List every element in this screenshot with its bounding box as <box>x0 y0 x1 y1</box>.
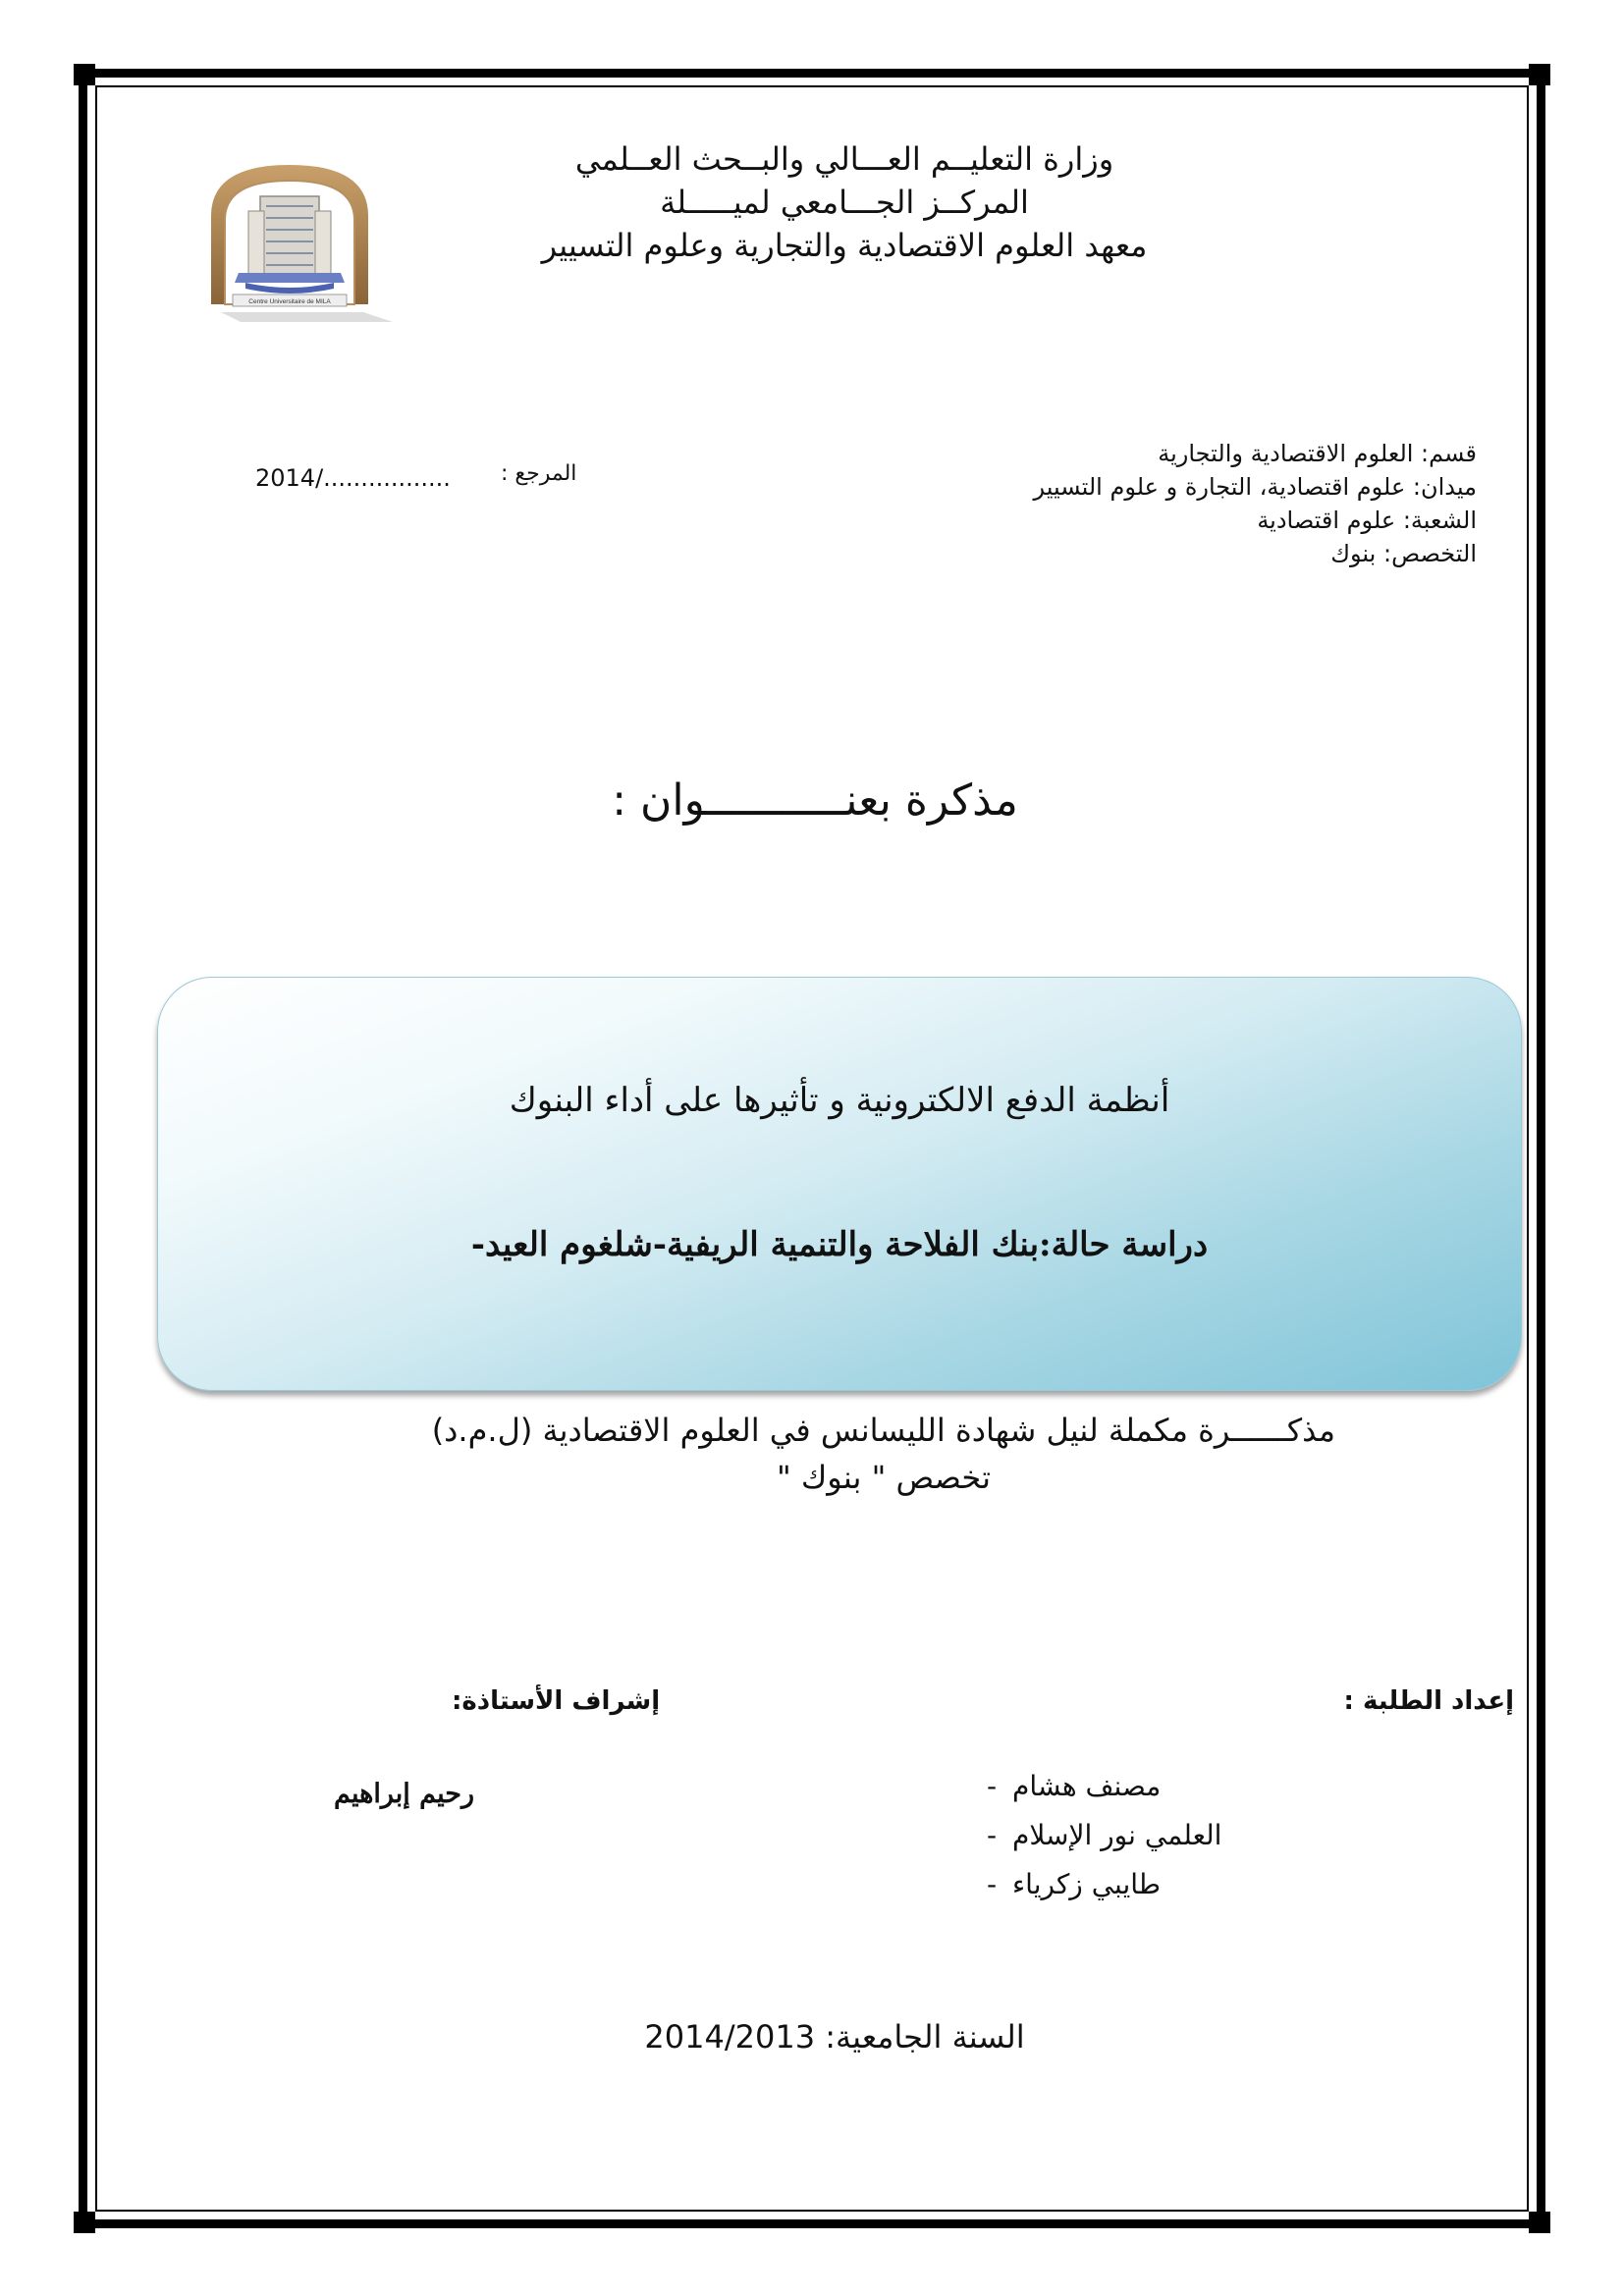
student-name: طايبي زكرياء <box>1012 1868 1162 1900</box>
corner-ornament <box>74 2212 95 2233</box>
university-line: المركــز الجـــامعي لميـــــلة <box>660 184 1029 221</box>
specialty-line: التخصص: بنوك <box>1330 540 1477 567</box>
list-item: - مصنف هشام <box>971 1762 1462 1811</box>
thesis-title: أنظمة الدفع الالكترونية و تأثيرها على أداء البنوك <box>509 1081 1170 1120</box>
academic-year <box>628 2018 1041 2056</box>
institute-line: معهد العلوم الاقتصادية والتجارية وعلوم التسيير <box>541 227 1148 264</box>
degree-line: مذكــــــرة مكملة لنيل شهادة الليسانس في العلوم الاقتصادية (ل.م.د) <box>431 1412 1335 1449</box>
department-info <box>789 437 1477 570</box>
department-line: قسم: العلوم الاقتصادية والتجارية <box>1158 440 1477 467</box>
list-item: - العلمي نور الإسلام <box>971 1811 1462 1860</box>
supervisor-name: رحيم إبراهيم <box>334 1779 475 1809</box>
university-building-logo <box>191 157 403 324</box>
field-line: ميدان: علوم اقتصادية، التجارة و علوم التسيير <box>1033 473 1477 501</box>
ministry-line: وزارة التعليــم العـــالي والبــحث العــلمي <box>574 140 1114 178</box>
corner-ornament <box>1529 2212 1550 2233</box>
student-name: العلمي نور الإسلام <box>1012 1819 1222 1851</box>
degree-statement <box>432 1407 1335 1501</box>
memo-title-heading: مذكرة بعنـــــــــــوان : <box>612 775 1018 826</box>
specialization-line: تخصص " بنوك " <box>777 1459 991 1496</box>
case-study-title: دراسة حالة:بنك الفلاحة والتنمية الريفية-شلغوم العيد- <box>470 1225 1209 1264</box>
academic-year-value: 2014/2013 <box>644 2018 816 2056</box>
university-logo-icon <box>191 157 403 324</box>
reference-label: المرجع : <box>501 461 577 486</box>
academic-year-label: السنة الجامعية: <box>825 2018 1025 2056</box>
supervisor-heading: إشراف الأستاذة: <box>452 1686 661 1716</box>
institution-header <box>530 137 1159 267</box>
branch-line: الشعبة: علوم اقتصادية <box>1257 507 1477 534</box>
students-heading: إعداد الطلبة : <box>1343 1686 1514 1716</box>
students-list <box>971 1762 1462 1909</box>
thesis-title-banner <box>157 977 1522 1391</box>
corner-ornament <box>74 64 95 85</box>
student-name: مصنف هشام <box>1012 1770 1162 1802</box>
list-item: - طايبي زكرياء <box>971 1860 1462 1909</box>
reference-value: 2014/................. <box>255 464 451 492</box>
logo-caption: Centre Universitaire de MILA <box>248 298 331 305</box>
corner-ornament <box>1529 64 1550 85</box>
